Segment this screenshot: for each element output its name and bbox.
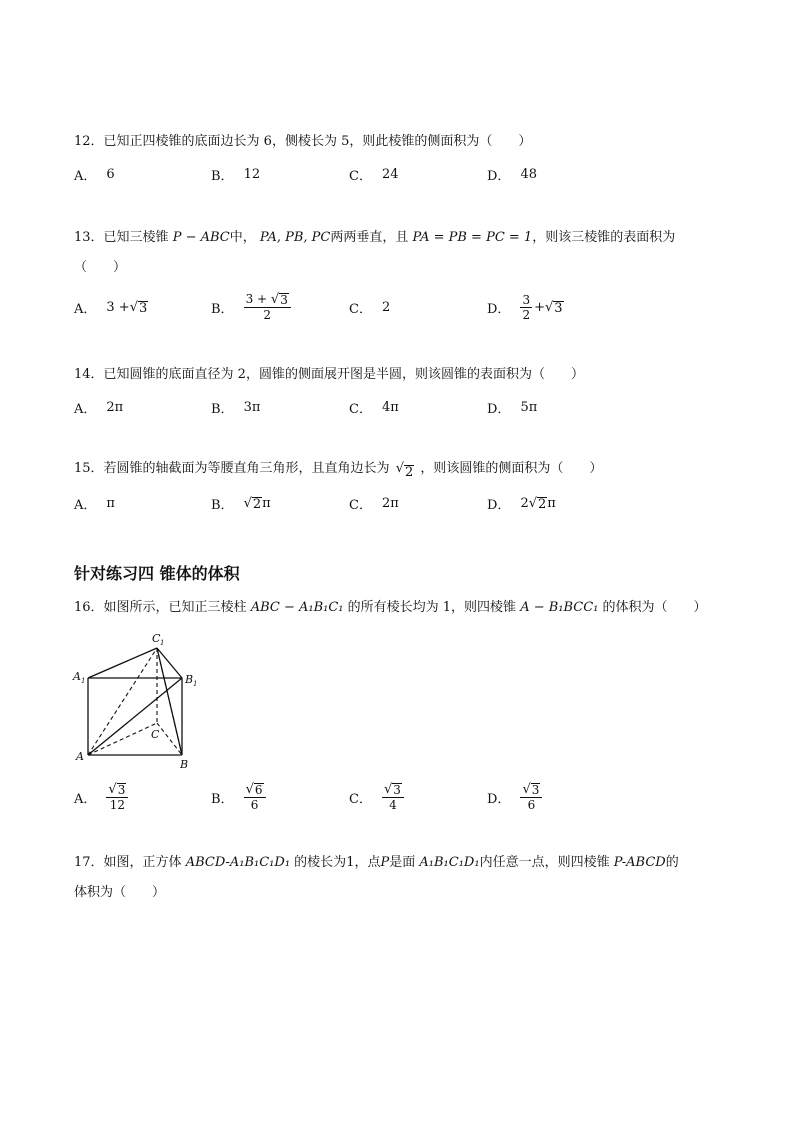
question-12-text: 12．已知正四棱锥的底面边长为 6，侧棱长为 5，则此棱锥的侧面积为（ ） bbox=[74, 134, 532, 149]
prism-figure bbox=[70, 628, 200, 773]
q14-option-b[interactable]: B． 3π bbox=[211, 399, 261, 417]
section-title: 针对练习四 锥体的体积 bbox=[74, 564, 240, 583]
q15-option-d[interactable]: D． 2 √ 2 π bbox=[487, 495, 556, 513]
fraction: 3 + √ 3 2 bbox=[244, 292, 291, 322]
fraction: $\frac{3}{2}$ bbox=[522, 292, 531, 322]
question-13-line2: （ ） bbox=[74, 260, 127, 275]
label-b1: B bbox=[185, 673, 194, 686]
question-14: 14．已知圆锥的底面直径为 2，圆锥的侧面展开图是半圆，则该圆锥的表面积为（ ） bbox=[74, 367, 584, 382]
q14-option-d[interactable]: D． 5π bbox=[487, 399, 538, 417]
question-15-options bbox=[74, 483, 574, 523]
question-14-options bbox=[74, 387, 574, 427]
q16-option-d[interactable]: D． √ 3 6 bbox=[487, 777, 542, 817]
q15-option-c[interactable]: C． 2π bbox=[349, 495, 399, 513]
q14-option-a[interactable]: A． 2π bbox=[74, 399, 124, 417]
sqrt-symbol: √ 3 bbox=[129, 299, 148, 316]
sqrt-symbol: √ 2 bbox=[395, 461, 414, 480]
svg-text:1: 1 bbox=[193, 680, 198, 688]
q14-option-c[interactable]: C． 4π bbox=[349, 399, 399, 417]
question-13-options bbox=[74, 287, 574, 327]
label-a1: A bbox=[73, 670, 81, 683]
q13-option-c[interactable]: C． 2 bbox=[349, 299, 391, 317]
svg-text:1: 1 bbox=[160, 639, 165, 647]
q12-option-b[interactable]: B． 12 bbox=[211, 166, 261, 184]
question-17: 17．如图，正方体 ABCD-A₁B₁C₁D₁ 的棱长为1，点P是面 A₁B₁C₁D₁内任意一点，则四棱锥 P-ABCD的 bbox=[74, 855, 679, 870]
svg-text:1: 1 bbox=[81, 677, 86, 685]
question-12 bbox=[74, 132, 531, 152]
question-15: 15．若圆锥的轴截面为等腰直角三角形，且直角边长为 √ 2 ，则该圆锥的侧面积为（ ） bbox=[74, 461, 603, 480]
question-16-options bbox=[74, 777, 574, 817]
q12-option-d[interactable]: D． 48 bbox=[487, 166, 537, 184]
label-a: A bbox=[76, 750, 84, 763]
q13-option-a[interactable]: A． 3 + √ 3 bbox=[74, 299, 148, 317]
label-b: B bbox=[180, 758, 189, 771]
q13-option-d[interactable]: D． $\frac{3}{2}$ + √ 3 bbox=[487, 292, 563, 322]
label-c: C bbox=[151, 728, 160, 741]
question-16: 16．如图所示，已知正三棱柱 ABC − A₁B₁C₁ 的所有棱长均为 1，则四棱锥 A − B₁BCC₁ 的体积为（ ） bbox=[74, 600, 707, 615]
q12-option-a[interactable]: A． 6 bbox=[74, 166, 115, 184]
question-17-line2: 体积为（ ） bbox=[74, 885, 166, 900]
q15-option-a[interactable]: A． π bbox=[74, 495, 115, 513]
q15-option-b[interactable]: B． √ 2 π bbox=[211, 495, 271, 513]
q13-option-b[interactable]: B． 3 + √ 3 2 bbox=[211, 287, 291, 327]
q12-option-c[interactable]: C． 24 bbox=[349, 166, 399, 184]
label-c1: C bbox=[152, 632, 161, 645]
q16-option-c[interactable]: C． √ 3 4 bbox=[349, 777, 404, 817]
q16-option-a[interactable]: A． √ 3 12 bbox=[74, 777, 128, 817]
question-13: 13．已知三棱锥 P − ABC中， PA, PB, PC两两垂直，且 PA = PB = PC = 1，则该三棱锥的表面积为 bbox=[74, 230, 676, 245]
sqrt-symbol: √ 3 bbox=[544, 299, 563, 316]
q16-option-b[interactable]: B． √ 6 6 bbox=[211, 777, 266, 817]
question-12-options bbox=[74, 154, 574, 194]
